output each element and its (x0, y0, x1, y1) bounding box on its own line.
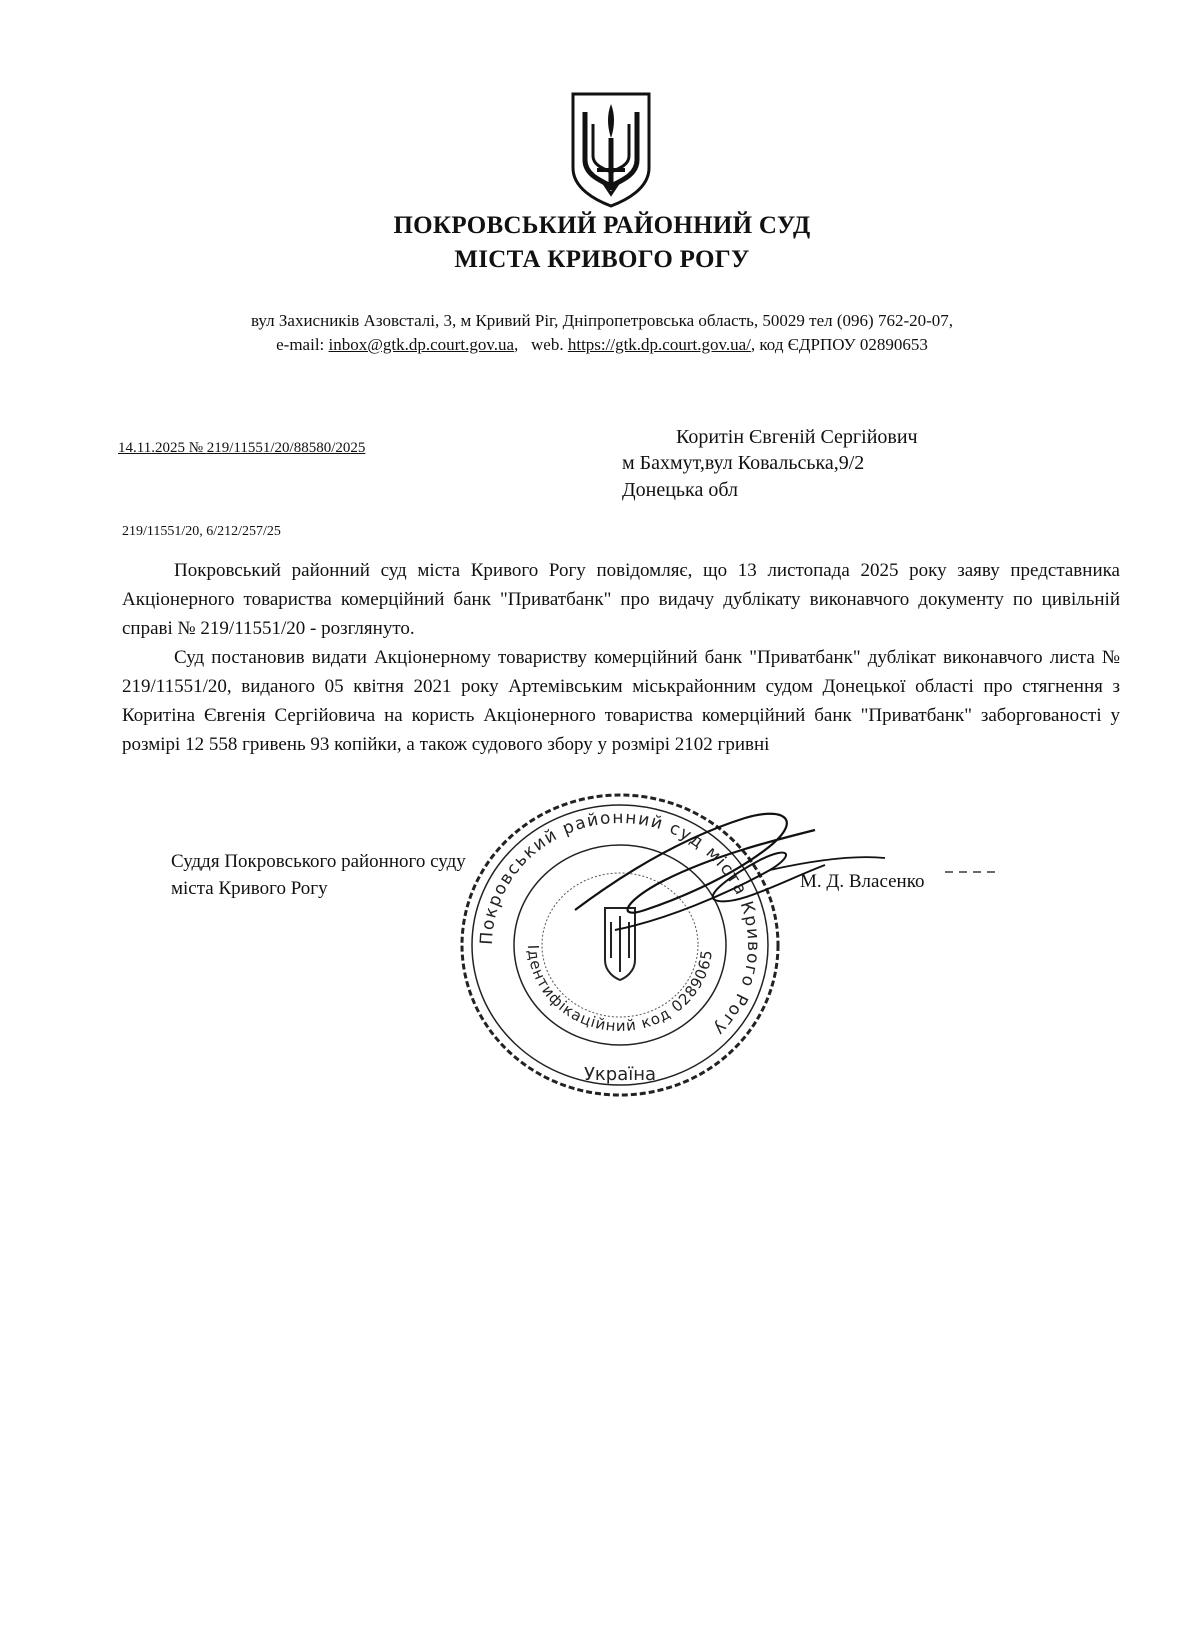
paragraph-decision: Суд постановив видати Акціонерному товариству комерційний банк "Приватбанк" дублікат виконавчого листа № 219/11551/20, виданого 05 квітня 2021 року Артемівським міськрайонним судом Донецької області про стягнення з Коритіна Євгенія Сергійовича на користь Акціонерного товариства комерційний банк "Приватбанк" заборгованості у розмірі 12 558 гривень 93 копійки, а також судового збору у розмірі 2102 гривні (122, 647, 1120, 755)
email-label: e-mail (276, 335, 320, 354)
email-link[interactable]: inbox@gtk.dp.court.gov.ua (328, 335, 515, 354)
judge-title (171, 848, 466, 902)
stamp-outer-text: Покровський районний суд міста Кривого Рогу (476, 807, 764, 1040)
judge-signature (555, 800, 1005, 970)
case-reference: 219/11551/20, 6/212/257/25 (122, 524, 281, 539)
recipient-address: м Бахмут,вул Ковальська,9/2 (622, 452, 865, 474)
court-contacts: e-mail: inbox@gtk.dp.court.gov.ua, web. https://gtk.dp.court.gov.ua/, код ЄДРПОУ 02890653 (276, 335, 928, 354)
court-name-line1: ПОКРОВСЬКИЙ РАЙОННИЙ СУД (393, 212, 811, 239)
judge-title-line2: міста Кривого Рогу (171, 878, 328, 899)
coat-of-arms-icon (569, 90, 653, 208)
registration-line (118, 440, 365, 457)
court-name-line2: МІСТА КРИВОГО РОГУ (454, 246, 750, 273)
stamp-country: Україна (583, 1064, 657, 1085)
registration-number: 219/11551/20/88580/2025 (206, 440, 366, 456)
stamp-inner-text: Ідентифікаційний код 0289065 (523, 944, 716, 1036)
paragraph-notification: Покровський районний суд міста Кривого Рогу повідомляє, що 13 листопада 2025 року заяву представника Акціонерного товариства комерційний банк "Приватбанк" про видачу дублікату виконавчого документу по цивільній справі № 219/11551/20 - розглянуто. (122, 560, 1120, 639)
judge-name: М. Д. Власенко (800, 871, 925, 892)
edrpou-code: , код ЄДРПОУ 02890653 (750, 335, 928, 354)
registration-date: 14.11.2025 (118, 440, 185, 456)
registration-number-label: № (188, 440, 204, 456)
judge-title-line1: Суддя Покровського районного суду (171, 851, 466, 872)
web-label: web (531, 335, 560, 354)
web-link[interactable]: https://gtk.dp.court.gov.ua/ (567, 335, 751, 354)
notice-body (122, 556, 1120, 759)
recipient-name: Коритін Євгеній Сергійович (676, 426, 918, 448)
recipient-region: Донецька обл (622, 479, 738, 501)
court-address: вул Захисників Азовсталі, 3, м Кривий Ріг, Дніпропетровська область, 50029 тел (096) 762-20-07, (250, 311, 954, 330)
